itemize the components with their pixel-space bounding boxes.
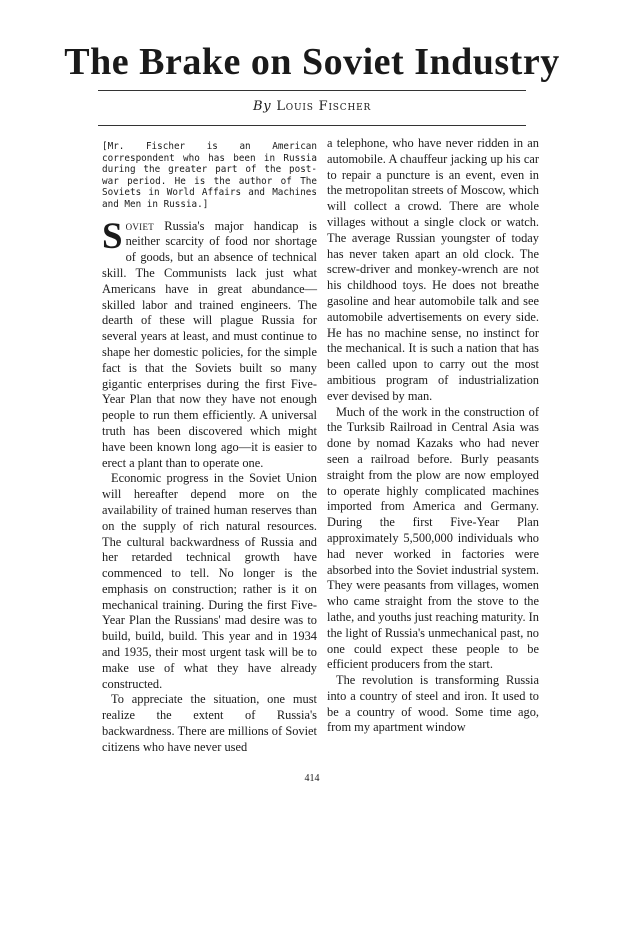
drop-cap: S bbox=[102, 215, 123, 257]
paragraph: Much of the work in the construction of the Turksib Railroad in Central Asia was done by nomad Kazaks who had never seen a railroad before. Burly peasants straight from the plow are now employed to operate highly complicated machines imported from America and Germany. During the first Five-Year Plan approximately 5,500,000 individuals who had never worked in factories were absorbed into the Soviet industrial system. They were peasants from villages, women who came straight from the stove to the lathe, and youths just reaching maturity. In the light of Russia's unmechanical past, no one could expect these people to be efficient producers from the start. bbox=[327, 404, 539, 672]
lead-smallcaps: oviet bbox=[125, 218, 155, 233]
byline bbox=[0, 98, 624, 116]
paragraph: Economic progress in the Soviet Union will hereafter depend more on the availability of trained human reserves than on the supply of rich natural resources. The cultural backwardness of Russia and her retarded technical growth have commenced to tell. No longer is the emphasis on construction; rather is it on mechanical training. During the first Five-Year Plan the Russians' mad desire was to build, build, build. This year and in 1934 and 1935, their most urgent task will be to make use of what they have already constructed. bbox=[102, 471, 317, 691]
paragraph: To appreciate the situation, one must realize the extent of Russia's backwardness. There are millions of Soviet citizens who have never used bbox=[102, 692, 317, 754]
byline-prefix: By bbox=[252, 99, 272, 114]
left-column bbox=[102, 136, 317, 756]
byline-author: Louis Fischer bbox=[276, 99, 372, 114]
byline-rule bbox=[98, 125, 526, 126]
page-number: 414 bbox=[304, 773, 320, 784]
paragraph-continuation: a telephone, who have never ridden in an automobile. A chauffeur jacking up his car to repair a puncture is an event, even in the metropolitan streets of Moscow, which will collect a crowd. There are whole villages without a single clock or watch. The average Russian youngster of today has never taken apart an old clock. The screw-driver and monkey-wrench are not his childhood toys. He does not breathe gasoline and hear automobile talk and see automobile advertisements on every side. He has no machine sense, no instinct for the mechanical. It is such a nation that has been called upon to carry out the most ambitious program of industrialization ever devised by man. bbox=[327, 136, 539, 403]
article-title: The Brake on Soviet Industry bbox=[64, 41, 560, 83]
lead-text: Russia's major handicap is neither scarcity of food nor shortage of goods, but an absence of technical skill. The Communists lack just what Americans have in great abundance—skilled labor and trained engineers. The dearth of these will plague Russia for several years at least, and must continue to shape her domestic policies, for the simple fact is that the Soviets built so many gigantic enterprises during the first Five-Year Plan that now they have not enough people to run them efficiently. A universal truth has been discovered which might have been known long ago—it is easier to erect a plant than to operate one. bbox=[102, 218, 317, 470]
title-rule bbox=[98, 90, 526, 91]
lead-paragraph bbox=[102, 215, 317, 472]
paragraph: The revolution is transforming Russia into a country of steel and iron. It used to be a country of wood. Some time ago, from my apartment window bbox=[327, 673, 539, 735]
right-column bbox=[327, 136, 539, 736]
editor-note: [Mr. Fischer is an American correspondent who has been in Russia during the greater part of the post-war period. He is the author of The Soviets in World Affairs and Machines and Men in Russia.] bbox=[102, 141, 317, 210]
